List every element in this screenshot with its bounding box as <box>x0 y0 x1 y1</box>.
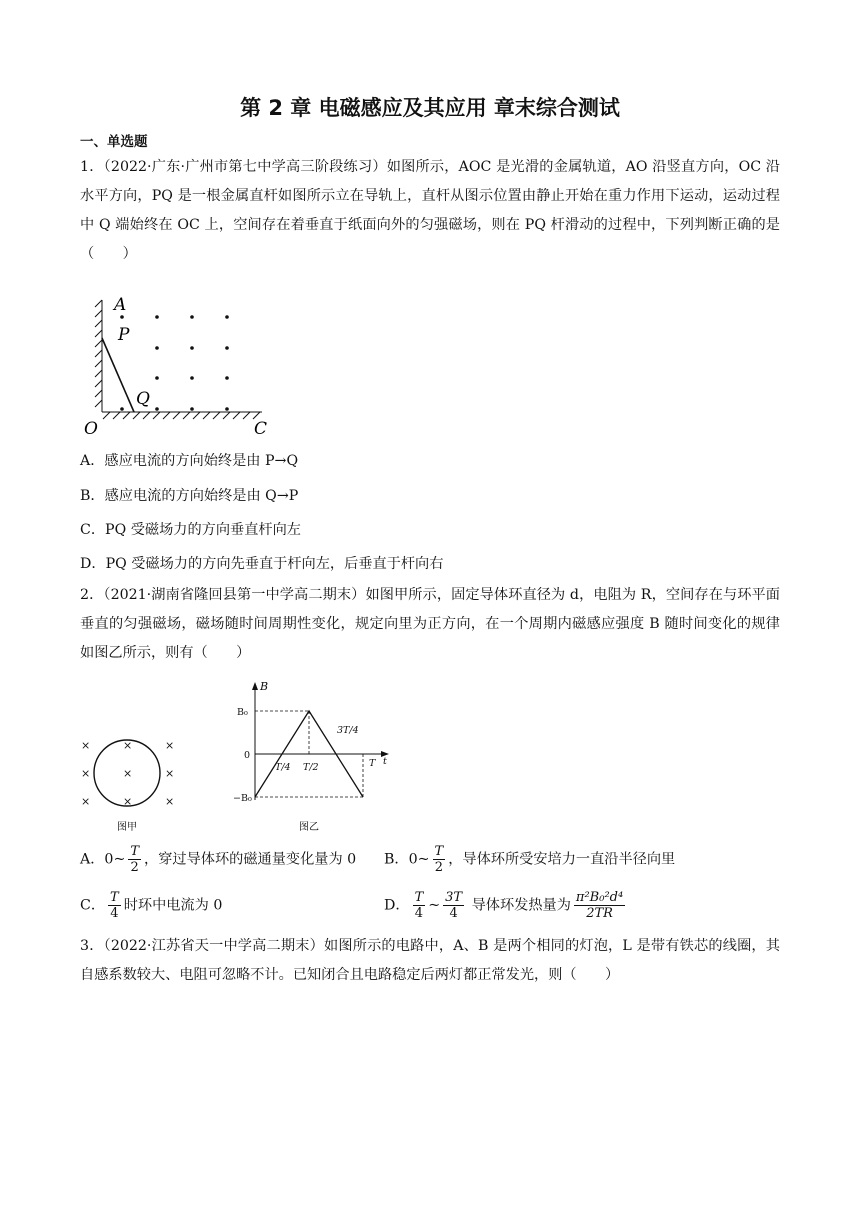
question-2-stem: 2．（2021·湖南省隆回县第一中学高二期末）如图甲所示，固定导体环直径为 d，电阻为 R，空间存在与环平面垂直的匀强磁场，磁场随时间周期性变化，规定向里为正方向，在一个周期内磁感应强度 B 随时间变化的规律如图乙所示，则有（ ） <box>80 587 780 661</box>
fig-jia-caption: 图甲 <box>117 822 137 833</box>
question-2-option-c[interactable]: C． $\frac{T}{4}$ 时环中电流为 0 <box>80 890 223 921</box>
page-title: 第 2 章 电磁感应及其应用 章末综合测试 <box>240 96 620 120</box>
svg-text:×: × <box>123 767 133 780</box>
graph-b0-label: B₀ <box>237 707 248 718</box>
graph-t-label: T <box>369 758 376 769</box>
fig1-label-o: O <box>84 419 98 438</box>
graph-t2-label: T/2 <box>303 762 319 773</box>
svg-text:×: × <box>123 739 133 752</box>
section-heading: 一、单选题 <box>80 134 148 150</box>
fig1-label-p: P <box>118 325 130 345</box>
graph-negb0-label: −B₀ <box>233 793 252 804</box>
question-1-figure <box>82 290 272 438</box>
svg-text:×: × <box>165 767 175 780</box>
svg-text:×: × <box>165 795 175 808</box>
svg-text:×: × <box>81 739 91 752</box>
graph-zero-label: 0 <box>244 750 251 761</box>
question-1-option-d[interactable]: D．PQ 受磁场力的方向先垂直于杆向左，后垂直于杆向右 <box>80 556 444 572</box>
fig1-label-a: A <box>114 295 127 315</box>
graph-axis-t-label: t <box>383 756 387 767</box>
question-2-option-d[interactable]: D． $\frac{T}{4}$ ~ $\frac{3T}{4}$ 导体环发热量为 $\frac{\text{π²B₀²d⁴}}{2TR}$ <box>384 890 624 921</box>
svg-text:×: × <box>123 795 133 808</box>
svg-text:×: × <box>81 795 91 808</box>
question-2-figure-yi <box>225 678 395 838</box>
question-1-option-c[interactable]: C．PQ 受磁场力的方向垂直杆向左 <box>80 522 301 538</box>
graph-t4-label: T/4 <box>275 762 291 773</box>
question-1-option-a[interactable]: A．感应电流的方向始终是由 P→Q <box>80 453 299 469</box>
graph-b-label: B <box>260 680 269 693</box>
svg-text:×: × <box>165 739 175 752</box>
question-3-stem: 3．（2022·江苏省天一中学高二期末）如图所示的电路中，A、B 是两个相同的灯泡，L 是带有铁芯的线圈，其自感系数较大、电阻可忽略不计。已知闭合且电路稳定后两灯都正常发光，则（ ） <box>80 938 780 983</box>
question-2-option-b[interactable]: B．0~ $\frac{T}{2}$ ，导体环所受安培力一直沿半径向里 <box>384 844 676 875</box>
question-1-option-b[interactable]: B．感应电流的方向始终是由 Q→P <box>80 488 299 504</box>
graph-t34-label: 3T/4 <box>337 725 359 736</box>
svg-text:×: × <box>81 767 91 780</box>
question-2-option-a[interactable]: A．0~ $\frac{T}{2}$ ，穿过导体环的磁通量变化量为 0 <box>80 844 357 875</box>
fig1-label-c: C <box>254 419 268 438</box>
fig-yi-caption: 图乙 <box>299 822 319 833</box>
question-2-figure-jia <box>75 735 185 835</box>
question-1-stem: 1．（2022·广东·广州市第七中学高三阶段练习）如图所示，AOC 是光滑的金属轨道，AO 沿竖直方向，OC 沿水平方向，PQ 是一根金属直杆如图所示立在导轨上，直杆从图示位置由静止开始在重力作用下运动，运动过程中 Q 端始终在 OC 上，空间存在着垂直于纸面向外的匀强磁场，则在 PQ 杆滑动的过程中，下列判断正确的是（ ） <box>80 159 780 262</box>
fig1-label-q: Q <box>136 389 150 409</box>
